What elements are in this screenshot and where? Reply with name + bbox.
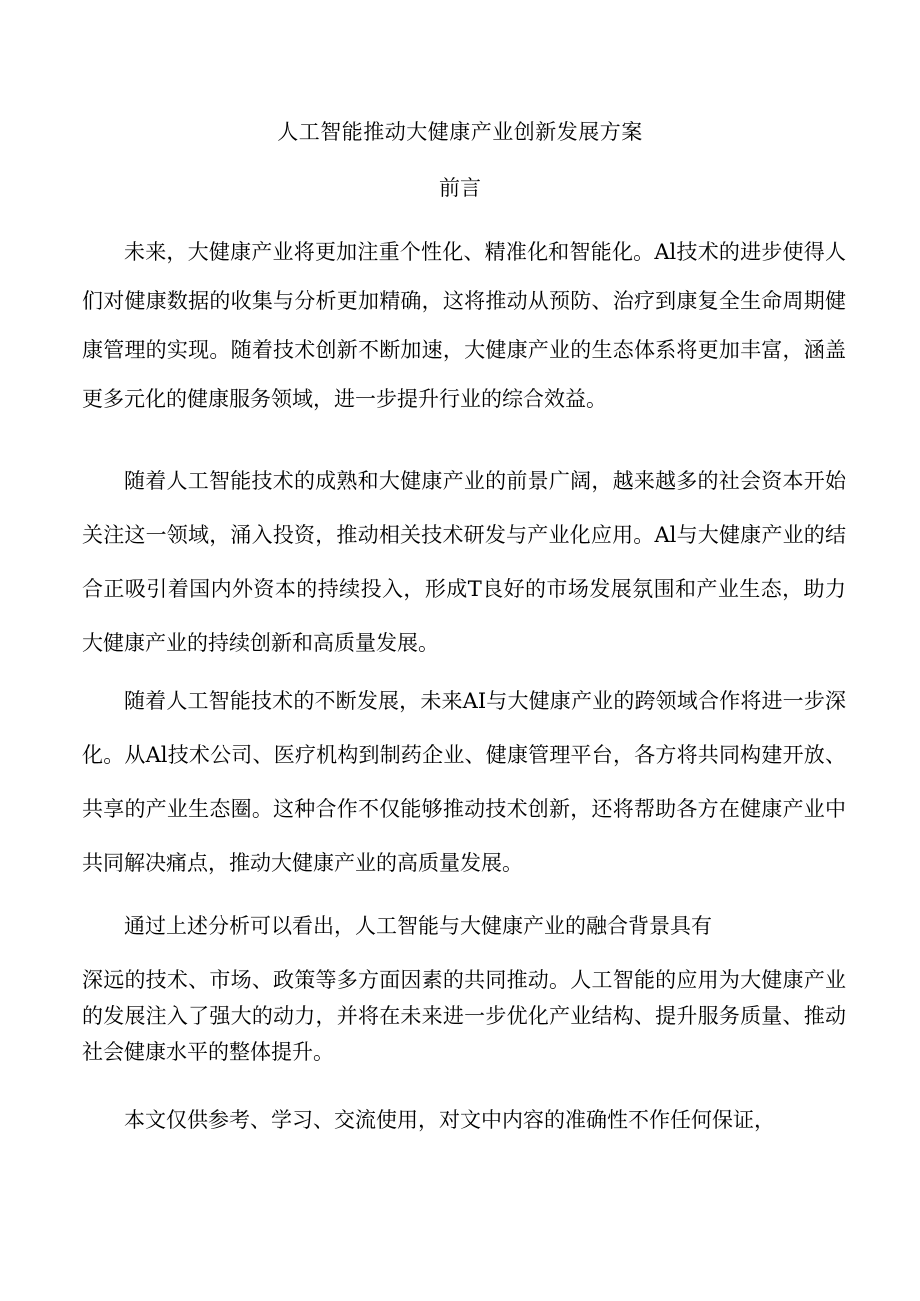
paragraph-1: 未来，大健康产业将更加注重个性化、精准化和智能化。Al技术的进步使得人们对健康数据的收集与分析更加精确，这将推动从预防、治疗到康复全生命周期健康管理的实现。随着技术创新不断加速，大健康产业的生态体系将更加丰富，涵盖更多元化的健康服务领域，进一步提升行业的综合效益。	[82, 240, 846, 411]
section-heading: 前言	[439, 176, 481, 200]
paragraph-4-first-line: 通过上述分析可以看出，人工智能与大健康产业的融合背景具有	[124, 914, 712, 938]
document-title: 人工智能推动大健康产业创新发展方案	[277, 120, 643, 144]
paragraph-4-continuation: 深远的技术、市场、政策等多方面因素的共同推动。人工智能的应用为大健康产业的发展注入了强大的动力，并将在未来进一步优化产业结构、提升服务质量、推动社会健康水平的整体提升。	[82, 968, 846, 1064]
paragraph-3: 随着人工智能技术的不断发展，未来AI与大健康产业的跨领域合作将进一步深化。从Al技术公司、医疗机构到制药企业、健康管理平台，各方将共同构建开放、共享的产业生态圈。这种合作不仅能够推动技术创新，还将帮助各方在健康产业中共同解决痛点，推动大健康产业的高质量发展。	[82, 689, 846, 875]
paragraph-5: 本文仅供参考、学习、交流使用，对文中内容的准确性不作任何保证，	[124, 1108, 775, 1132]
paragraph-2: 随着人工智能技术的成熟和大健康产业的前景广阔，越来越多的社会资本开始关注这一领域，涌入投资，推动相关技术研发与产业化应用。Al与大健康产业的结合正吸引着国内外资本的持续投入，形成T良好的市场发展氛围和产业生态，助力大健康产业的持续创新和高质量发展。	[82, 469, 846, 655]
